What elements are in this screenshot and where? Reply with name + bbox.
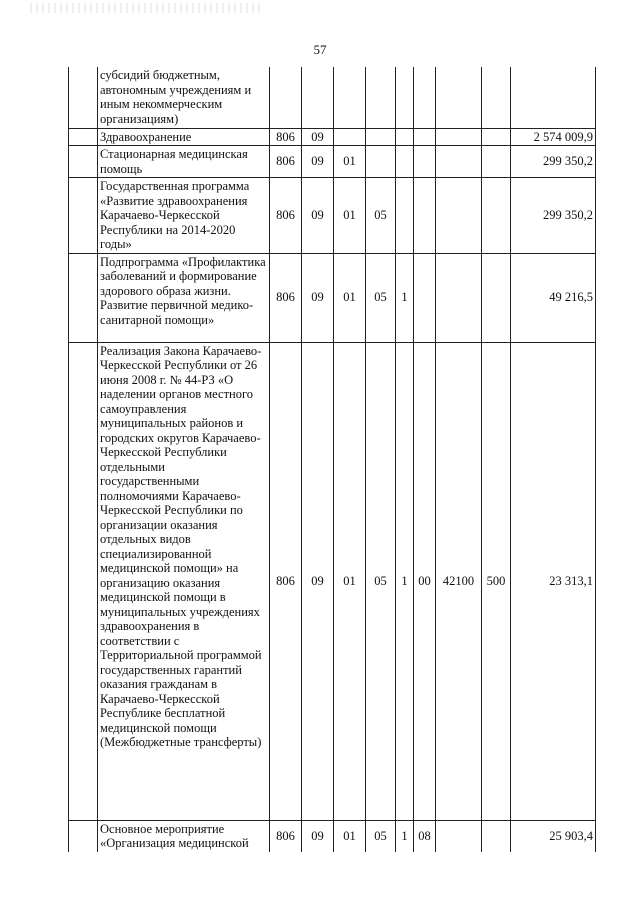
code-section: 09	[302, 178, 334, 254]
table-row	[69, 128, 596, 146]
code-subprogram	[396, 178, 414, 254]
code-program	[366, 128, 396, 146]
table-row	[69, 820, 596, 852]
row-name: Основное мероприятие «Организация медицинской	[98, 820, 270, 852]
code-ministry: 806	[270, 342, 302, 820]
code-direction: 42100	[436, 342, 482, 820]
row-spacer-cell	[69, 67, 98, 128]
code-event	[414, 67, 436, 128]
code-ministry: 806	[270, 128, 302, 146]
code-subprogram: 1	[396, 342, 414, 820]
code-expense-type	[482, 146, 511, 178]
code-ministry: 806	[270, 253, 302, 342]
code-subsection	[334, 128, 366, 146]
code-expense-type	[482, 820, 511, 852]
code-program: 05	[366, 342, 396, 820]
code-direction	[436, 67, 482, 128]
code-section: 09	[302, 342, 334, 820]
row-name: Реализация Закона Карачаево-Черкесской Республики от 26 июня 2008 г. № 44-РЗ «О наделении органов местного самоуправления муниципальных районов и городских округов Карачаево-Черкесской Республики отдельными государственными полномочиями Карачаево-Черкесской Республики по организации оказания отдельных видов специализированной медицинской помощи» на организацию оказания медицинской помощи в муниципальных учреждениях здравоохранения в соответствии с Территориальной программой государственных гарантий оказания гражданам в Карачаево-Черкесской Республике бесплатной медицинской помощи (Межбюджетные трансферты)	[98, 342, 270, 820]
row-name: Стационарная медицинская помощь	[98, 146, 270, 178]
row-spacer-cell	[69, 820, 98, 852]
code-expense-type	[482, 128, 511, 146]
code-expense-type	[482, 67, 511, 128]
code-direction	[436, 253, 482, 342]
amount: 25 903,4	[511, 820, 596, 852]
code-section	[302, 67, 334, 128]
code-subsection: 01	[334, 342, 366, 820]
code-subprogram	[396, 128, 414, 146]
code-event: 00	[414, 342, 436, 820]
code-expense-type	[482, 178, 511, 254]
code-direction	[436, 820, 482, 852]
code-direction	[436, 146, 482, 178]
table-row	[69, 253, 596, 342]
code-ministry: 806	[270, 820, 302, 852]
code-program	[366, 67, 396, 128]
code-section: 09	[302, 253, 334, 342]
code-subprogram: 1	[396, 820, 414, 852]
code-section: 09	[302, 820, 334, 852]
code-subsection: 01	[334, 146, 366, 178]
code-subsection: 01	[334, 178, 366, 254]
row-spacer-cell	[69, 128, 98, 146]
code-event	[414, 253, 436, 342]
code-program: 05	[366, 820, 396, 852]
table-row	[69, 342, 596, 820]
row-name: Здравоохранение	[98, 128, 270, 146]
code-ministry: 806	[270, 178, 302, 254]
code-program: 05	[366, 178, 396, 254]
code-event	[414, 178, 436, 254]
row-spacer-cell	[69, 342, 98, 820]
code-event: 08	[414, 820, 436, 852]
code-subsection	[334, 67, 366, 128]
code-event	[414, 128, 436, 146]
table-row	[69, 67, 596, 128]
amount: 23 313,1	[511, 342, 596, 820]
code-expense-type: 500	[482, 342, 511, 820]
code-program	[366, 146, 396, 178]
code-ministry: 806	[270, 146, 302, 178]
code-section: 09	[302, 146, 334, 178]
code-subprogram: 1	[396, 253, 414, 342]
amount: 299 350,2	[511, 146, 596, 178]
scan-artifact	[30, 3, 260, 13]
row-name: Государственная программа «Развитие здравоохранения Карачаево-Черкесской Республики на 2014-2020 годы»	[98, 178, 270, 254]
code-subsection: 01	[334, 253, 366, 342]
code-expense-type	[482, 253, 511, 342]
code-section: 09	[302, 128, 334, 146]
code-subsection: 01	[334, 820, 366, 852]
code-subprogram	[396, 146, 414, 178]
code-program: 05	[366, 253, 396, 342]
budget-table	[68, 67, 596, 852]
code-subprogram	[396, 67, 414, 128]
row-spacer-cell	[69, 146, 98, 178]
amount: 299 350,2	[511, 178, 596, 254]
row-name: субсидий бюджетным, автономным учреждениям и иным некоммерческим организациям)	[98, 67, 270, 128]
row-name: Подпрограмма «Профилактика заболеваний и формирование здорового образа жизни. Развитие первичной медико-санитарной помощи»	[98, 253, 270, 342]
amount	[511, 67, 596, 128]
code-direction	[436, 128, 482, 146]
amount: 2 574 009,9	[511, 128, 596, 146]
page-number: 57	[313, 42, 327, 57]
table-row	[69, 178, 596, 254]
row-spacer-cell	[69, 253, 98, 342]
amount: 49 216,5	[511, 253, 596, 342]
code-ministry	[270, 67, 302, 128]
code-direction	[436, 178, 482, 254]
table-row	[69, 146, 596, 178]
code-event	[414, 146, 436, 178]
row-spacer-cell	[69, 178, 98, 254]
